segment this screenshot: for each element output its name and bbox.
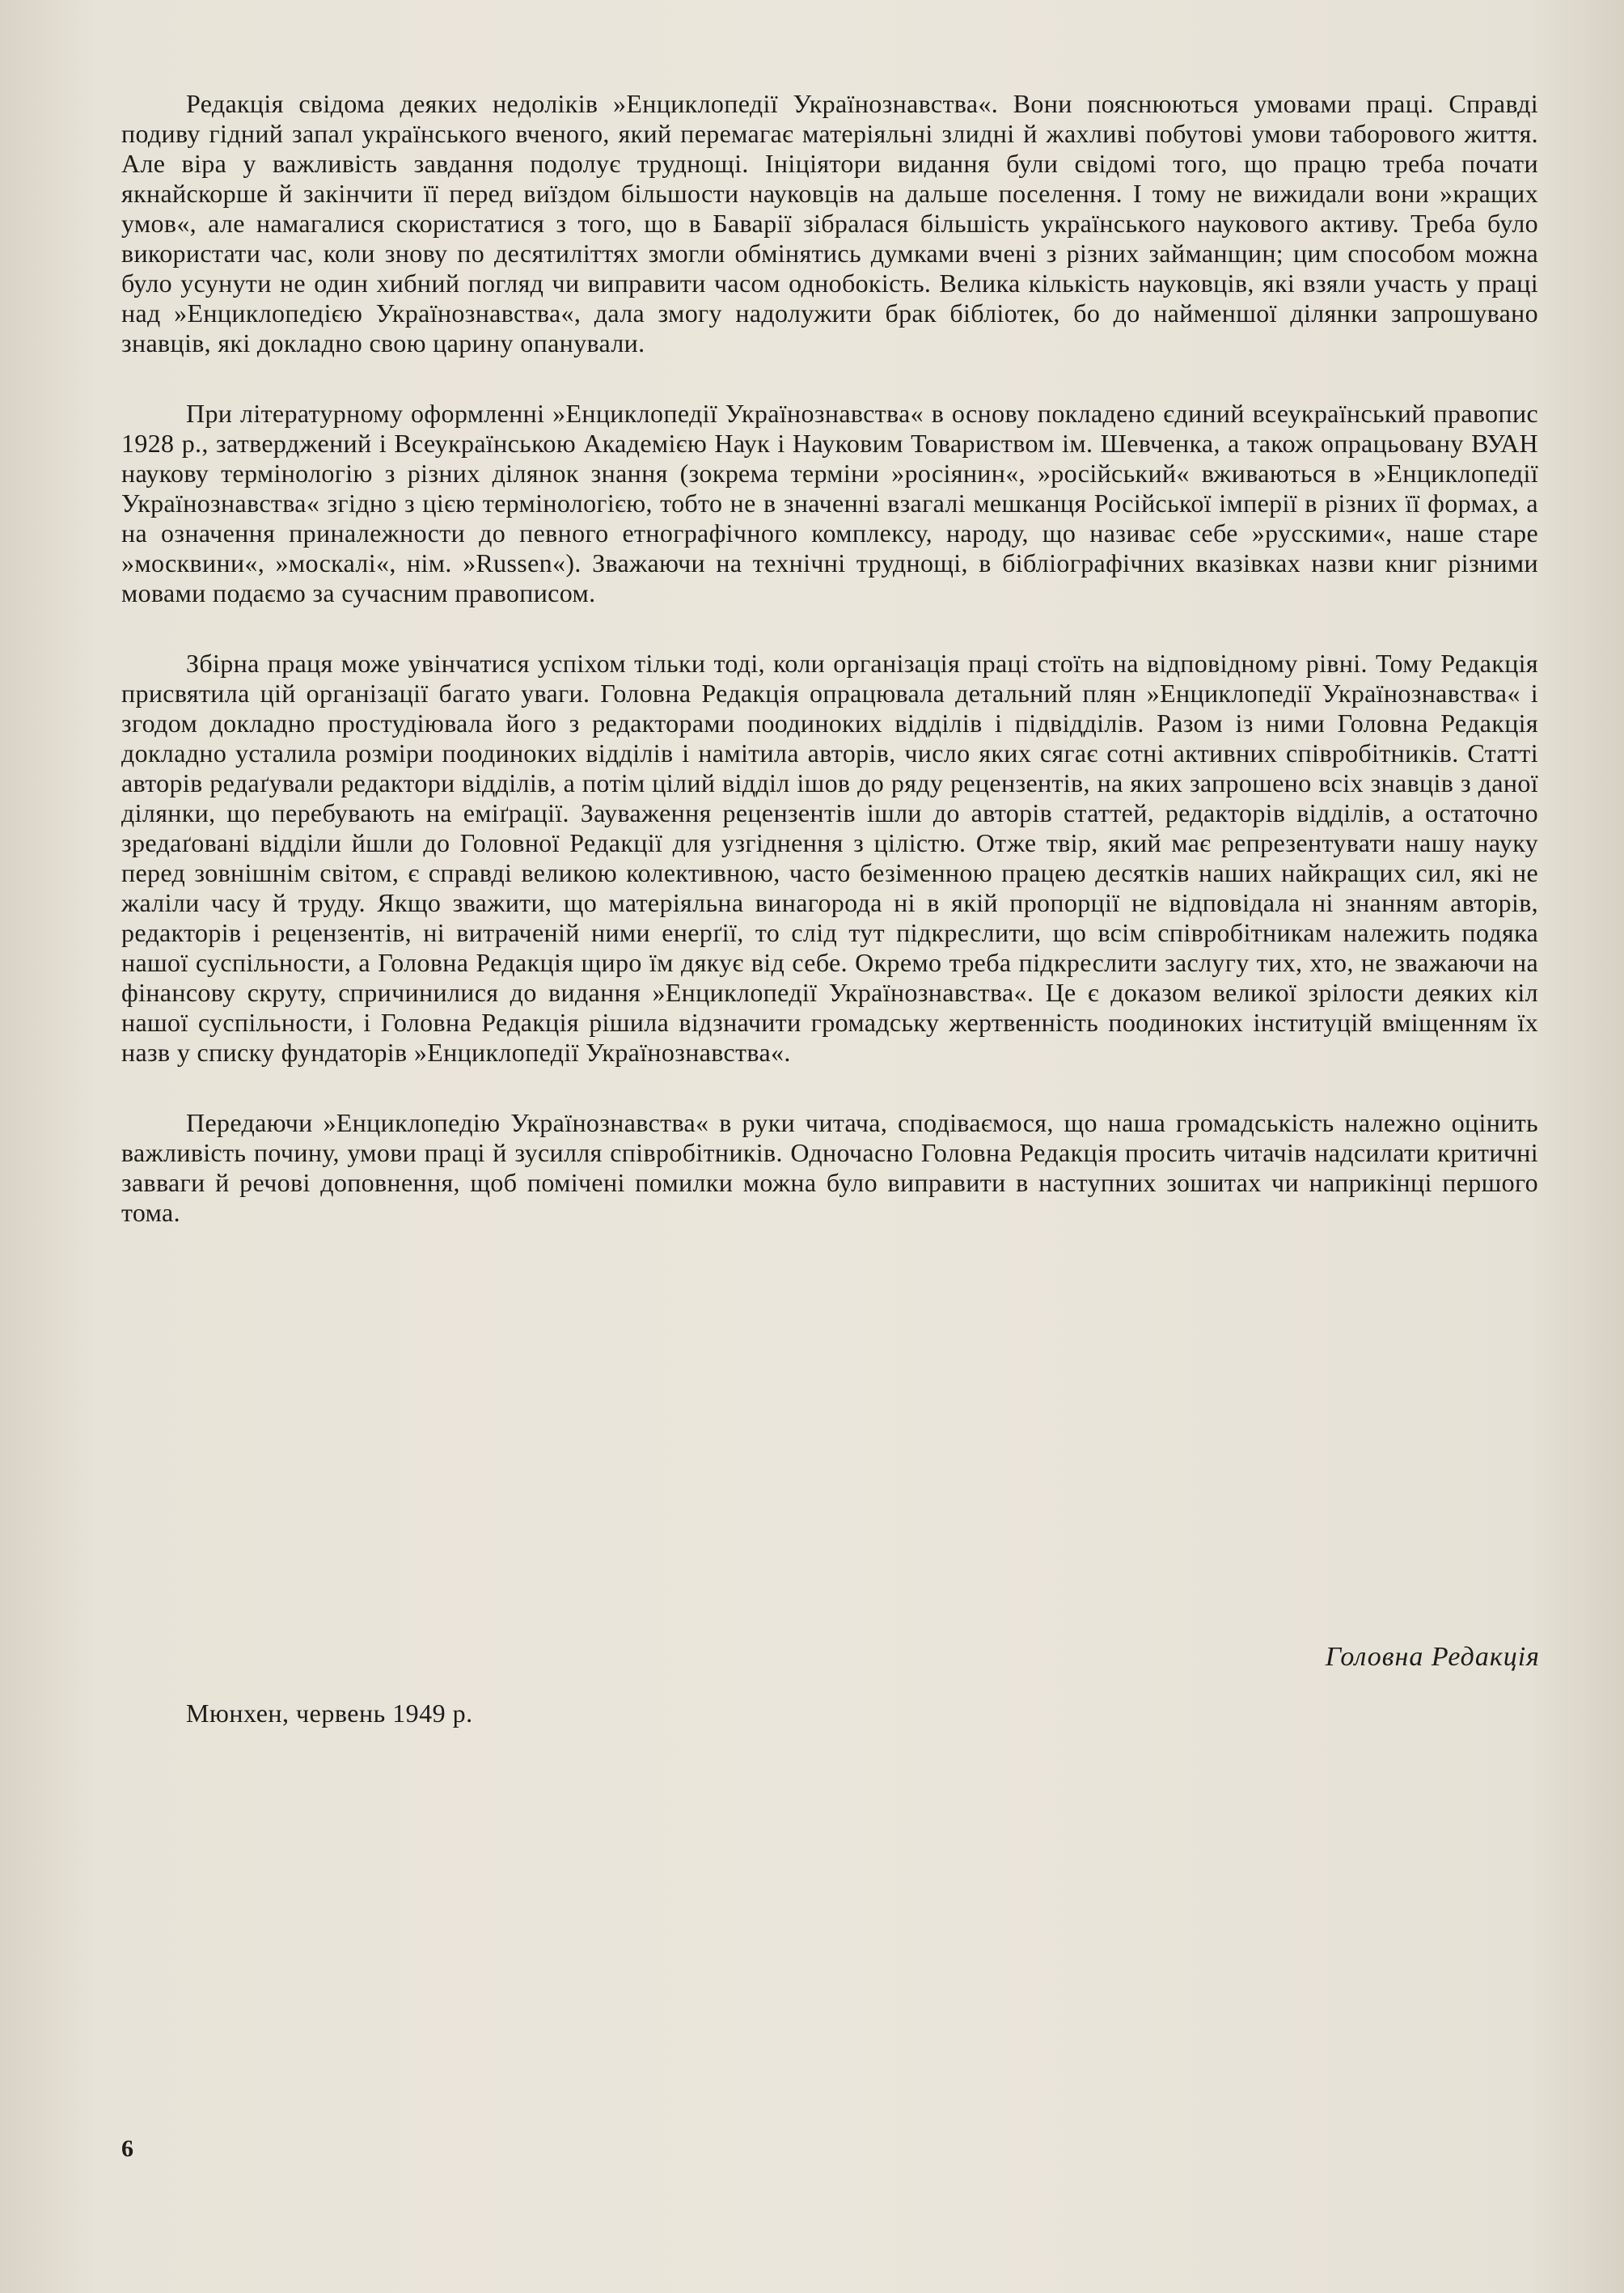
paragraph-1: Редакція свідома деяких недоліків »Енциклопедії Українознавства«. Вони пояснюються умовами праці. Справді подиву гідний запал українського вченого, який перемагає матеріяльні злидні й жахливі побутові умови таборового життя. Але віра у важливість завдання подолує труднощі. Ініціятори видання були свідомі того, що працю треба почати якнайскорше й закінчити її перед виїздом більшости науковців на дальше поселення. І тому не вижидали вони »кращих умов«, але намагалися скористатися з того, що в Баварії зібралася більшість українського наукового активу. Треба було використати час, коли знову по десятиліттях змогли обмінятись думками вчені з різних займанщин; цим способом можна було усунути не один хибний погляд чи виправити часом однобокість. Велика кількість науковців, які взяли участь у праці над »Енциклопедією Українознавства«, дала змогу надолужити брак бібліотек, бо до найменшої ділянки запрошувано знавців, які докладно свою царину опанували. xyxy=(121,89,1538,357)
paragraph-3: Збірна праця може увінчатися успіхом тільки тоді, коли організація праці стоїть на відповідному рівні. Тому Редакція присвятила цій організації багато уваги. Головна Редакція опрацювала детальний плян »Енциклопедії Українознавства« і згодом докладно простудіювала його з редакторами поодиноких відділів і підвідділів. Разом із ними Головна Редакція докладно усталила розміри поодиноких відділів і намітила авторів, число яких сягає сотні активних співробітників. Статті авторів редаґували редактори відділів, а потім цілий відділ ішов до ряду рецензентів, на яких запрошено всіх знавців з даної ділянки, що перебувають на еміґрації. Зауваження рецензентів ішли до авторів статтей, редакторів відділів, а остаточно зредаґовані відділи йшли до Головної Редакції для узгіднення з цілістю. Отже твір, який має репрезентувати нашу науку перед зовнішнім світом, є справді великою колективною, часто безіменною працею десятків наших найкращих сил, які не жаліли часу й труду. Якщо зважити, що матеріяльна винагорода ні в якій пропорції не відповідала ні знанням авторів, редакторів і рецензентів, ні витраченій ними енерґії, то слід тут підкреслити, що всім співробітникам належить подяка нашої суспільности, а Головна Редакція щиро їм дякує від себе. Окремо треба підкреслити заслугу тих, хто, не зважаючи на фінансову скруту, спричинилися до видання »Енциклопедії Українознавства«. Це є доказом великої зрілости деяких кіл нашої суспільности, і Головна Редакція рішила відзначити громадську жертвенність поодиноких інституцій вміщенням їх назв у списку фундаторів »Енциклопедії Українознавства«. xyxy=(121,649,1538,1067)
paragraph-4: Передаючи »Енциклопедію Українознавства« в руки читача, сподіваємося, що наша громадськість належно оцінить важливість почину, умови праці й зусилля співробітників. Одночасно Головна Редакція просить читачів надсилати критичні завваги й речові доповнення, щоб помічені помилки можна було виправити в наступних зошитах чи наприкінці першого тома. xyxy=(121,1108,1538,1227)
signature: Головна Редакція xyxy=(1325,1642,1540,1672)
place-date: Мюнхен, червень 1949 р. xyxy=(186,1699,473,1728)
page-number: 6 xyxy=(121,2135,133,2162)
paragraph-2: При літературному оформленні »Енциклопедії Українознавства« в основу покладено єдиний всеукраїнський правопис 1928 р., затверджений і Всеукраїнською Академією Наук і Науковим Товариством ім. Шевченка, а також опрацьовану ВУАН наукову термінологію з різних ділянок знання (зокрема терміни »росіянин«, »російський« вживаються в »Енциклопедії Українознавства« згідно з цією термінологією, тобто не в значенні взагалі мешканця Російської імперії в різних її формах, а на означення приналежности до певного етнографічного комплексу, народу, що називає себе »русскими«, наше старе »москвини«, »москалі«, нім. »Russen«). Зважаючи на технічні труднощі, в бібліографічних вказівках назви книг різними мовами подаємо за сучасним правописом. xyxy=(121,399,1538,607)
body-text xyxy=(121,89,1538,1268)
